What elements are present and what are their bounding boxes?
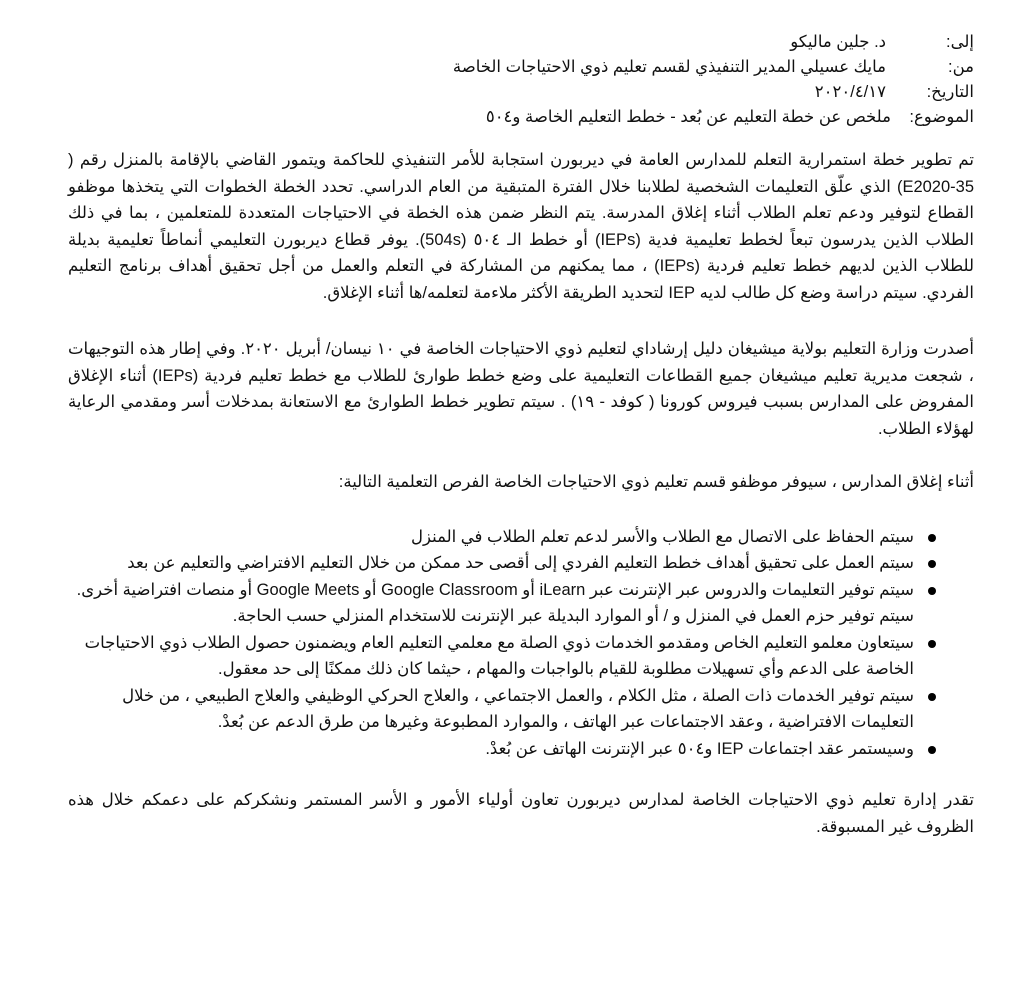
memo-to-row — [68, 30, 974, 55]
list-item — [68, 577, 974, 630]
list-item — [68, 683, 974, 736]
paragraph-opportunities-intro: أثناء إغلاق المدارس ، سيوفر موظفو قسم تعليم ذوي الاحتياجات الخاصة الفرص التعلمية التالية: — [338, 473, 974, 491]
list-item — [68, 524, 974, 551]
memo-from-value: مايك عسيلي المدير التنفيذي لقسم تعليم ذوي الاحتياجات الخاصة — [452, 58, 886, 76]
list-item — [68, 630, 974, 683]
memo-subject-value: ملخص عن خطة التعليم عن بُعد - خطط التعليم الخاصة و٥٠٤ — [485, 108, 891, 126]
bullet-icon — [928, 693, 936, 701]
bullet-icon — [928, 534, 936, 542]
bullet-icon — [928, 640, 936, 648]
memo-date-row — [68, 80, 974, 105]
memo-subject-row — [68, 105, 974, 130]
paragraph-continuity-plan: تم تطوير خطة استمرارية التعلم للمدارس العامة في ديربورن استجابة للأمر التنفيذي للحاكمة ويتمور القاضي بالإقامة بالمنزل رقم ( E2020-35) الذي علّق التعليمات الشخصية لطلابنا خلال الفترة المتبقية من العام الدراسي. تحدد الخطة الخطوات التي يتخذها موظفو القطاع لتوفير ودعم تعلم الطلاب أثناء إغلاق المدرسة. يتم النظر ضمن هذه الخطة في الاحتياجات المتعددة للمتعلمين ، بما في ذلك الطلاب الذين يدرسون تبعاً لخطط تعليمية فدية (IEPs) أو خطط الـ ٥٠٤ (504s). يوفر قطاع ديربورن التعليمي أنماطاً تعليمية بديلة للطلاب الذين لديهم خطط تعليم فردية (IEPs) ، مما يمكنهم من المشاركة في التعلم والعمل من أجل تحقيق أهداف برنامج التعليم الفردي. سيتم دراسة وضع كل طالب لديه IEP لتحديد الطريقة الأكثر ملاءمة لتعلمه/ها أثناء الإغلاق. — [68, 151, 974, 302]
bullet-icon — [928, 560, 936, 568]
list-item-text: سيتم الحفاظ على الاتصال مع الطلاب والأسر لدعم تعلم الطلاب في المنزل — [411, 527, 914, 546]
list-item-text: سيتعاون معلمو التعليم الخاص ومقدمو الخدمات ذوي الصلة مع معلمي التعليم العام ويضمنون حصول الطلاب ذوي الاحتياجات الخاصة على الدعم وأي تسهيلات مطلوبة للقيام بالواجبات والمهام ، حيثما كان ذلك ممكنًا إلى حد معقول. — [84, 633, 914, 678]
list-item-text: سيتم توفير الخدمات ذات الصلة ، مثل الكلام ، والعمل الاجتماعي ، والعلاج الحركي الوظيفي والعلاج الطبيعي ، من خلال التعليمات الافتراضية ، وعقد الاجتماعات عبر الهاتف ، والموارد المطبوعة وغيرها من طرق الدعم عن بُعدْ. — [122, 686, 914, 731]
memo-from-label: من: — [948, 58, 974, 76]
paragraph-mde-guidance: أصدرت وزارة التعليم بولاية ميشيغان دليل إرشاداي لتعليم ذوي الاحتياجات الخاصة في ١٠ نيسان/ أبريل ٢٠٢٠. وفي إطار هذه التوجيهات ، شجعت مديرية تعليم ميشيغان جميع القطاعات التعليمية على وضع خطط طوارئ للطلاب مع خطط تعليم فردية (IEPs) أثناء الإغلاق المفروض على المدارس بسبب فيروس كورونا ( كوفد - ١٩) . سيتم تطوير خطط الطوارئ مع الاستعانة بمدخلات أسر ومقدمي الرعاية لهؤلاء الطلاب. — [68, 340, 975, 438]
memo-from-row — [68, 55, 974, 80]
list-item-text: سيتم العمل على تحقيق أهداف خطط التعليم الفردي إلى أقصى حد ممكن من خلال التعليم الافتراضي والتعليم عن بعد — [127, 554, 914, 572]
memo-date-label: التاريخ: — [926, 83, 974, 101]
memo-to-label: إلى: — [946, 33, 974, 51]
list-item-text: سيتم توفير التعليمات والدروس عبر الإنترنت عبر iLearn أو Google Classroom أو Google Meets أو منصات افتراضية أخرى. سيتم توفير حزم العمل في المنزل و / أو الموارد البديلة عبر الإنترنت للاستخدام المنزلي حسب الحاجة. — [76, 580, 914, 625]
memo-to-value: د. جلين ماليكو — [790, 33, 886, 51]
bullet-icon — [928, 746, 936, 754]
memo-date-value: ٢٠٢٠/٤/١٧ — [814, 83, 886, 101]
memo-subject-label: الموضوع: — [909, 108, 974, 126]
opportunities-list — [68, 524, 974, 763]
bullet-icon — [928, 587, 936, 595]
list-item-text: وسيستمر عقد اجتماعات IEP و٥٠٤ عبر الإنترنت الهاتف عن بُعدْ. — [485, 739, 914, 758]
list-item — [68, 550, 974, 577]
memo-page — [68, 30, 974, 840]
paragraph-closing: تقدر إدارة تعليم ذوي الاحتياجات الخاصة لمدارس ديربورن تعاون أولياء الأمور و الأسر المستمر ونشكركم على دعمكم خلال هذه الظروف غير المسبوقة. — [68, 791, 974, 836]
list-item — [68, 736, 974, 763]
